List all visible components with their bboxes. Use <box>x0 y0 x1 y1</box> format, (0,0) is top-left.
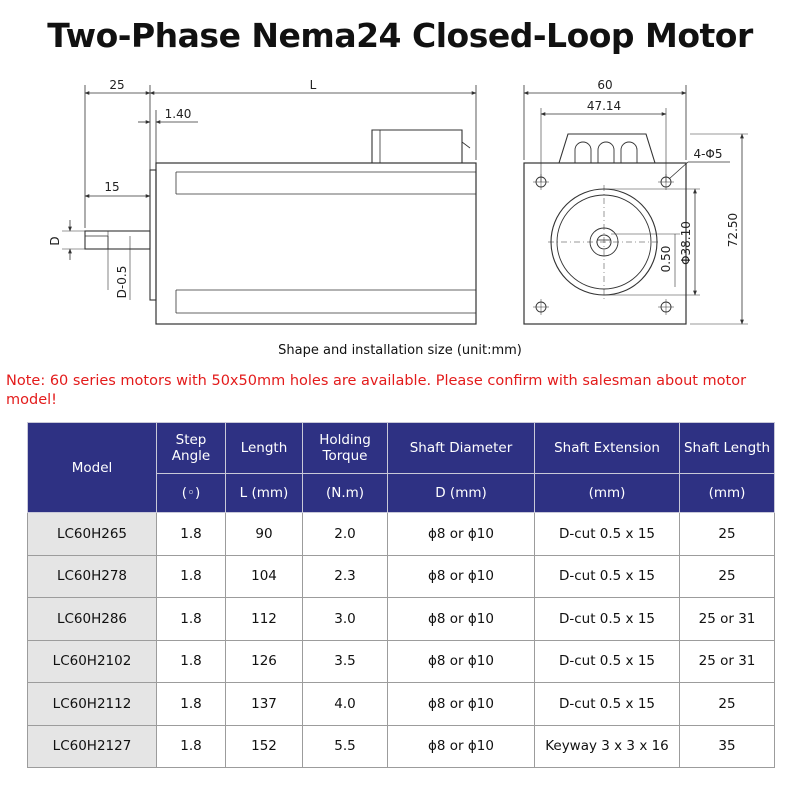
dim-flange-height: 72.50 <box>726 212 740 248</box>
cell-diameter: ϕ8 or ϕ10 <box>388 725 535 768</box>
spec-table <box>27 422 775 768</box>
page-title: Two-Phase Nema24 Closed-Loop Motor <box>47 16 753 55</box>
cell-extension: D-cut 0.5 x 15 <box>535 513 680 556</box>
unit-length: L (mm) <box>226 474 303 513</box>
cell-model: LC60H2112 <box>28 683 157 726</box>
installation-drawing <box>0 70 800 340</box>
cell-extension: D-cut 0.5 x 15 <box>535 598 680 641</box>
cell-torque: 4.0 <box>303 683 388 726</box>
dim-shaft-diameter: D <box>48 236 62 246</box>
cell-step-angle: 1.8 <box>157 555 226 598</box>
cell-step-angle: 1.8 <box>157 683 226 726</box>
cell-model: LC60H278 <box>28 555 157 598</box>
cell-extension: Keyway 3 x 3 x 16 <box>535 725 680 768</box>
cell-step-angle: 1.8 <box>157 513 226 556</box>
cell-torque: 3.5 <box>303 640 388 683</box>
unit-holding-torque: (N.m) <box>303 474 388 513</box>
dim-mounting-holes: 4-Φ5 <box>693 147 723 161</box>
table-row <box>28 555 775 598</box>
header-step-angle: Step Angle <box>157 423 226 474</box>
unit-step-angle: (◦) <box>157 474 226 513</box>
header-shaft-diameter: Shaft Diameter <box>388 423 535 474</box>
dim-flat-length: 15 <box>104 180 120 194</box>
header-holding-torque: Holding Torque <box>303 423 388 474</box>
table-row <box>28 725 775 768</box>
cell-torque: 2.3 <box>303 555 388 598</box>
table-row <box>28 598 775 641</box>
cell-shaft-length: 25 or 31 <box>680 598 775 641</box>
header-length: Length <box>226 423 303 474</box>
cell-step-angle: 1.8 <box>157 725 226 768</box>
cell-model: LC60H2102 <box>28 640 157 683</box>
dim-flange-width: 60 <box>597 78 613 92</box>
cell-extension: D-cut 0.5 x 15 <box>535 640 680 683</box>
cell-shaft-length: 25 <box>680 513 775 556</box>
dim-pilot-diameter: Φ38.10 <box>679 221 693 265</box>
cell-torque: 5.5 <box>303 725 388 768</box>
front-view <box>524 85 748 324</box>
cell-diameter: ϕ8 or ϕ10 <box>388 555 535 598</box>
dim-hole-spacing: 47.14 <box>586 99 622 113</box>
cell-model: LC60H265 <box>28 513 157 556</box>
cell-step-angle: 1.8 <box>157 640 226 683</box>
cell-model: LC60H286 <box>28 598 157 641</box>
unit-shaft-diameter: D (mm) <box>388 474 535 513</box>
cell-torque: 2.0 <box>303 513 388 556</box>
table-row <box>28 683 775 726</box>
drawing-caption: Shape and installation size (unit:mm) <box>278 343 522 358</box>
dim-body-length: L <box>309 78 317 92</box>
cell-step-angle: 1.8 <box>157 598 226 641</box>
red-note: Note: 60 series motors with 50x50mm holes are available. Please confirm with salesman about motor model! <box>6 373 747 408</box>
cell-torque: 3.0 <box>303 598 388 641</box>
unit-shaft-extension: (mm) <box>535 474 680 513</box>
cell-diameter: ϕ8 or ϕ10 <box>388 598 535 641</box>
header-model: Model <box>28 423 157 513</box>
cell-model: LC60H2127 <box>28 725 157 768</box>
cell-shaft-length: 25 <box>680 555 775 598</box>
cell-length: 126 <box>226 640 303 683</box>
unit-shaft-length: (mm) <box>680 474 775 513</box>
dim-shaft-length: 25 <box>109 78 125 92</box>
cell-length: 104 <box>226 555 303 598</box>
cell-length: 152 <box>226 725 303 768</box>
table-row <box>28 513 775 556</box>
table-row <box>28 640 775 683</box>
cell-length: 137 <box>226 683 303 726</box>
cell-length: 112 <box>226 598 303 641</box>
cell-shaft-length: 25 <box>680 683 775 726</box>
header-shaft-extension: Shaft Extension <box>535 423 680 474</box>
dim-pilot-depth: 0.50 <box>659 245 673 273</box>
cell-diameter: ϕ8 or ϕ10 <box>388 513 535 556</box>
cell-length: 90 <box>226 513 303 556</box>
cell-diameter: ϕ8 or ϕ10 <box>388 683 535 726</box>
dim-flange-thickness: 1.40 <box>164 107 192 121</box>
header-shaft-length: Shaft Length <box>680 423 775 474</box>
dim-flat-depth: D-0.5 <box>115 265 129 299</box>
cell-shaft-length: 25 or 31 <box>680 640 775 683</box>
cell-diameter: ϕ8 or ϕ10 <box>388 640 535 683</box>
cell-shaft-length: 35 <box>680 725 775 768</box>
cell-extension: D-cut 0.5 x 15 <box>535 683 680 726</box>
cell-extension: D-cut 0.5 x 15 <box>535 555 680 598</box>
